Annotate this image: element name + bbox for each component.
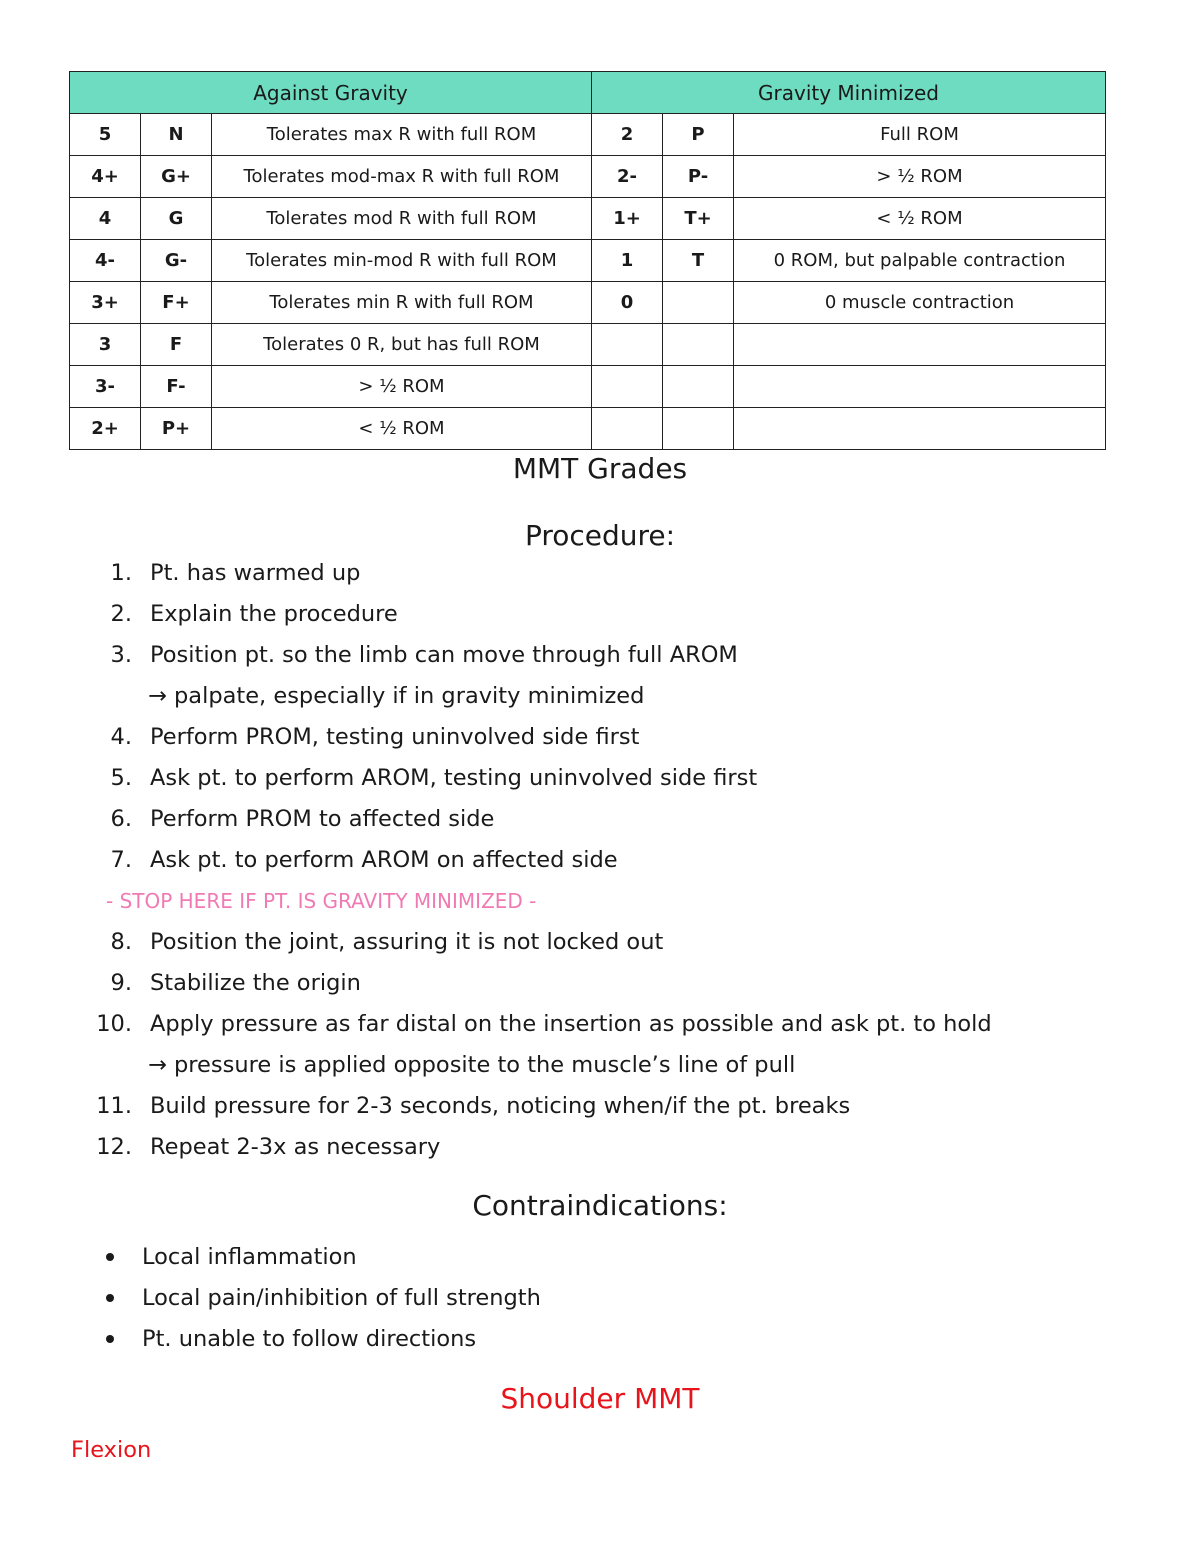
- grade-cell: 3-: [70, 366, 141, 408]
- bullet-text: Local inflammation: [142, 1243, 357, 1270]
- gravity-minimized-header: Gravity Minimized: [592, 72, 1106, 114]
- letter-cell: [663, 408, 734, 450]
- step-text: Ask pt. to perform AROM on affected side: [150, 846, 618, 873]
- grade-cell: [592, 408, 663, 450]
- step-text: Explain the procedure: [150, 600, 398, 627]
- step-number: 11.: [96, 1092, 132, 1119]
- table-row: [70, 198, 1106, 240]
- step-number: 1.: [110, 559, 132, 586]
- bullet-text: Local pain/inhibition of full strength: [142, 1284, 541, 1311]
- sub-note: [0, 1044, 1200, 1085]
- grade-cell: 3: [70, 324, 141, 366]
- list-item: [0, 1085, 1200, 1126]
- grade-cell: 0: [592, 282, 663, 324]
- step-number: 12.: [96, 1133, 132, 1160]
- table-caption: MMT Grades: [512, 452, 688, 485]
- list-item: [0, 1277, 1200, 1318]
- description-cell: > ½ ROM: [212, 366, 592, 408]
- list-item: [0, 1003, 1200, 1044]
- list-item: [0, 962, 1200, 1003]
- description-cell: Tolerates 0 R, but has full ROM: [212, 324, 592, 366]
- list-item: [0, 757, 1200, 798]
- grade-cell: 1: [592, 240, 663, 282]
- letter-cell: P+: [141, 408, 212, 450]
- grade-cell: [592, 324, 663, 366]
- flexion-subheading: Flexion: [71, 1437, 152, 1463]
- bullet-icon: [106, 1294, 114, 1302]
- step-number: 5.: [110, 764, 132, 791]
- description-cell: Full ROM: [734, 114, 1106, 156]
- description-cell: Tolerates mod R with full ROM: [212, 198, 592, 240]
- sub-note: [0, 675, 1200, 716]
- step-text: Perform PROM to affected side: [150, 805, 495, 832]
- letter-cell: G: [141, 198, 212, 240]
- bullet-icon: [106, 1335, 114, 1343]
- step-number: 4.: [110, 723, 132, 750]
- table-row: [70, 324, 1106, 366]
- list-item: [0, 1236, 1200, 1277]
- grade-cell: 4-: [70, 240, 141, 282]
- step-number: 10.: [96, 1010, 132, 1037]
- step-number: 2.: [110, 600, 132, 627]
- grade-cell: 5: [70, 114, 141, 156]
- contraindications-heading: Contraindications:: [472, 1189, 728, 1222]
- procedure-list: [0, 552, 1200, 1167]
- shoulder-mmt-heading: Shoulder MMT: [500, 1382, 700, 1415]
- letter-cell: [663, 324, 734, 366]
- letter-cell: [663, 282, 734, 324]
- letter-cell: T: [663, 240, 734, 282]
- letter-cell: F: [141, 324, 212, 366]
- step-text: Apply pressure as far distal on the insertion as possible and ask pt. to hold: [150, 1010, 992, 1037]
- description-cell: < ½ ROM: [734, 198, 1106, 240]
- table-header-row: [70, 72, 1106, 114]
- grade-cell: 2+: [70, 408, 141, 450]
- letter-cell: N: [141, 114, 212, 156]
- list-item: [0, 552, 1200, 593]
- table-row: [70, 282, 1106, 324]
- description-cell: Tolerates max R with full ROM: [212, 114, 592, 156]
- step-text: Build pressure for 2-3 seconds, noticing when/if the pt. breaks: [150, 1092, 851, 1119]
- letter-cell: T+: [663, 198, 734, 240]
- letter-cell: [663, 366, 734, 408]
- step-text: Pt. has warmed up: [150, 559, 361, 586]
- letter-cell: P: [663, 114, 734, 156]
- sub-note-text: → pressure is applied opposite to the muscle’s line of pull: [148, 1051, 796, 1078]
- list-item: [0, 798, 1200, 839]
- table-row: [70, 156, 1106, 198]
- description-cell: 0 muscle contraction: [734, 282, 1106, 324]
- grade-cell: 4: [70, 198, 141, 240]
- list-item: [0, 839, 1200, 880]
- table-row: [70, 240, 1106, 282]
- step-text: Position the joint, assuring it is not locked out: [150, 928, 664, 955]
- bullet-text: Pt. unable to follow directions: [142, 1325, 477, 1352]
- step-number: 3.: [110, 641, 132, 668]
- list-item: [0, 634, 1200, 675]
- list-item: [0, 1126, 1200, 1167]
- grade-cell: [592, 366, 663, 408]
- step-text: Position pt. so the limb can move through full AROM: [150, 641, 738, 668]
- step-number: 8.: [110, 928, 132, 955]
- against-gravity-header: Against Gravity: [70, 72, 592, 114]
- stop-note-text: - STOP HERE IF PT. IS GRAVITY MINIMIZED -: [106, 888, 537, 913]
- list-item: [0, 921, 1200, 962]
- grade-cell: 2: [592, 114, 663, 156]
- step-number: 6.: [110, 805, 132, 832]
- description-cell: Tolerates mod-max R with full ROM: [212, 156, 592, 198]
- step-text: Ask pt. to perform AROM, testing uninvolved side first: [150, 764, 758, 791]
- step-text: Repeat 2-3x as necessary: [150, 1133, 441, 1160]
- description-cell: 0 ROM, but palpable contraction: [734, 240, 1106, 282]
- list-item: [0, 1318, 1200, 1359]
- procedure-heading: Procedure:: [524, 519, 676, 552]
- contraindications-list: [0, 1236, 1200, 1359]
- step-text: Stabilize the origin: [150, 969, 361, 996]
- description-cell: Tolerates min-mod R with full ROM: [212, 240, 592, 282]
- letter-cell: G+: [141, 156, 212, 198]
- table-row: [70, 408, 1106, 450]
- grade-cell: 1+: [592, 198, 663, 240]
- stop-note: [0, 880, 1200, 921]
- list-item: [0, 716, 1200, 757]
- grade-cell: 3+: [70, 282, 141, 324]
- list-item: [0, 593, 1200, 634]
- step-number: 7.: [110, 846, 132, 873]
- description-cell: < ½ ROM: [212, 408, 592, 450]
- table-row: [70, 114, 1106, 156]
- description-cell: [734, 366, 1106, 408]
- letter-cell: F+: [141, 282, 212, 324]
- bullet-icon: [106, 1253, 114, 1261]
- step-number: 9.: [110, 969, 132, 996]
- description-cell: Tolerates min R with full ROM: [212, 282, 592, 324]
- description-cell: [734, 324, 1106, 366]
- letter-cell: P-: [663, 156, 734, 198]
- grade-cell: 2-: [592, 156, 663, 198]
- letter-cell: F-: [141, 366, 212, 408]
- mmt-grades-table: [69, 71, 1106, 450]
- description-cell: [734, 408, 1106, 450]
- description-cell: > ½ ROM: [734, 156, 1106, 198]
- sub-note-text: → palpate, especially if in gravity minimized: [148, 682, 645, 709]
- step-text: Perform PROM, testing uninvolved side first: [150, 723, 640, 750]
- grade-cell: 4+: [70, 156, 141, 198]
- letter-cell: G-: [141, 240, 212, 282]
- table-row: [70, 366, 1106, 408]
